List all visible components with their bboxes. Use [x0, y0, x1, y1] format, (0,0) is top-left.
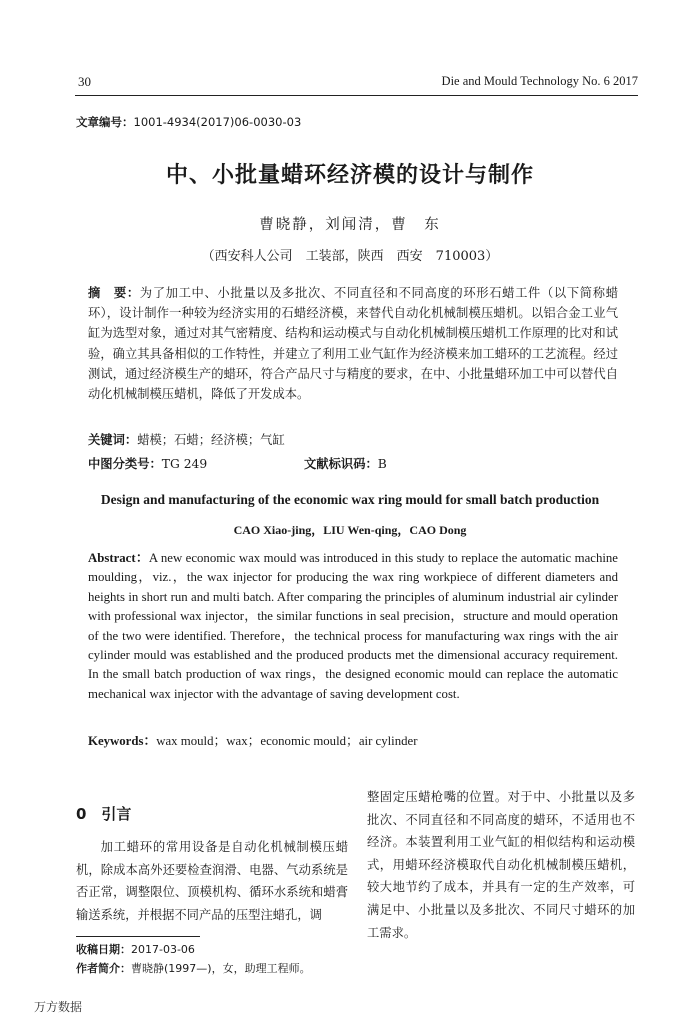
document-code-value: B	[377, 457, 387, 471]
body-right-column: 整固定压蜡枪嘴的位置。对于中、小批量以及多批次、不同直径和不同高度的蜡环，不适用也不经济。本装置利用工业气缸的相似结构和运动模式，用蜡环经济模取代自动化机械制模压蜡机，较大地节约了成本，并具有一定的生产效率，可满足中、小批量以及多批次、不同尺寸蜡环的加工需求。	[367, 790, 635, 940]
english-authors: CAO Xiao-jing，LIU Wen-qing，CAO Dong	[233, 523, 467, 537]
english-abstract	[88, 549, 618, 704]
english-keywords-text: wax mould；wax；economic mould；air cylinder	[156, 734, 418, 748]
page-number: 30	[78, 74, 91, 89]
section-heading: 0 引言	[76, 805, 132, 823]
english-title: Design and manufacturing of the economic wax ring mould for small batch production	[100, 492, 600, 507]
chinese-abstract-text: 为了加工中、小批量以及多批次、不同直径和不同高度的环形石蜡工件（以下简称蜡环），设计制作一种较为经济实用的石蜡经济模，来替代自动化机械制模压蜡机。以铝合金工业气缸为选型对象，通过对其气密精度、结构和运动模式与自动化机械制模压蜡机工作原理的比对和试验，确立其具备相似的工作特性，并建立了利用工业气缸作为经济模来加工蜡环的工艺流程。经过测试，通过经济模生产的蜡环，符合产品尺寸与精度的要求，在中、小批量蜡环加工中可以替代自动化机械制模压蜡机，降低了开发成本。	[88, 286, 618, 402]
english-abstract-label: Abstract：	[88, 551, 149, 565]
chinese-keywords	[88, 430, 285, 448]
classification-label: 中图分类号：	[88, 457, 162, 471]
author-bio	[76, 960, 311, 976]
journal-header: Die and Mould Technology No. 6 2017	[441, 74, 638, 88]
classification-value: TG 249	[161, 457, 208, 471]
chinese-authors: 曹晓静，刘闻清，曹 东	[259, 217, 441, 233]
received-label: 收稿日期：	[76, 943, 131, 956]
article-number	[76, 114, 301, 130]
author-bio-label: 作者简介：	[76, 962, 131, 975]
english-keywords-label: Keywords：	[88, 734, 157, 748]
chinese-abstract	[88, 283, 618, 404]
chinese-keywords-text: 蜡模；石蜡；经济模；气缸	[137, 433, 285, 447]
received-value: 2017-03-06	[131, 943, 195, 956]
article-number-value: 1001-4934(2017)06-0030-03	[133, 115, 302, 129]
author-bio-text: 曹晓静(1997—)，女，助理工程师。	[131, 962, 311, 975]
footnote-divider	[76, 936, 200, 937]
chinese-affiliation: （西安科人公司 工装部，陕西 西安 710003）	[201, 249, 499, 264]
header-divider	[75, 95, 638, 96]
chinese-keywords-label: 关键词：	[88, 433, 138, 447]
document-code-label: 文献标识码：	[304, 457, 378, 471]
english-abstract-text: A new economic wax mould was introduced in this study to replace the automatic machine moulding，viz.，the wax injector for producing the wax ring workpiece of different diameters and heights in short run and multi batch. After comparing the principles of aluminum industrial air cylinder with professional wax injector，the similar functions in seal precision，structure and mould operation of the two were identified. Therefore，the technical process for manufacturing wax rings with the air cylinder mould was established and the produced products met the dimensional accuracy requirement. In the small batch production of wax rings，the designed economic mould can replace the automatic mechanical wax injector with the advantage of saving development cost.	[88, 551, 618, 701]
document-code	[304, 454, 387, 472]
body-left-column: 加工蜡环的常用设备是自动化机械制模压蜡机，除成本高外还要检查润滑、电器、气动系统是否正常，调整限位、顶模机构、循环水系统和蜡膏输送系统，并根据不同产品的压型注蜡孔，调	[76, 840, 348, 922]
received-date	[76, 941, 195, 957]
chinese-title: 中、小批量蜡环经济模的设计与制作	[165, 163, 534, 188]
english-keywords	[88, 730, 417, 749]
watermark: 万方数据	[34, 1000, 83, 1014]
article-number-label: 文章编号：	[76, 115, 134, 129]
classification-number	[88, 454, 207, 472]
chinese-abstract-label: 摘 要：	[88, 286, 140, 300]
